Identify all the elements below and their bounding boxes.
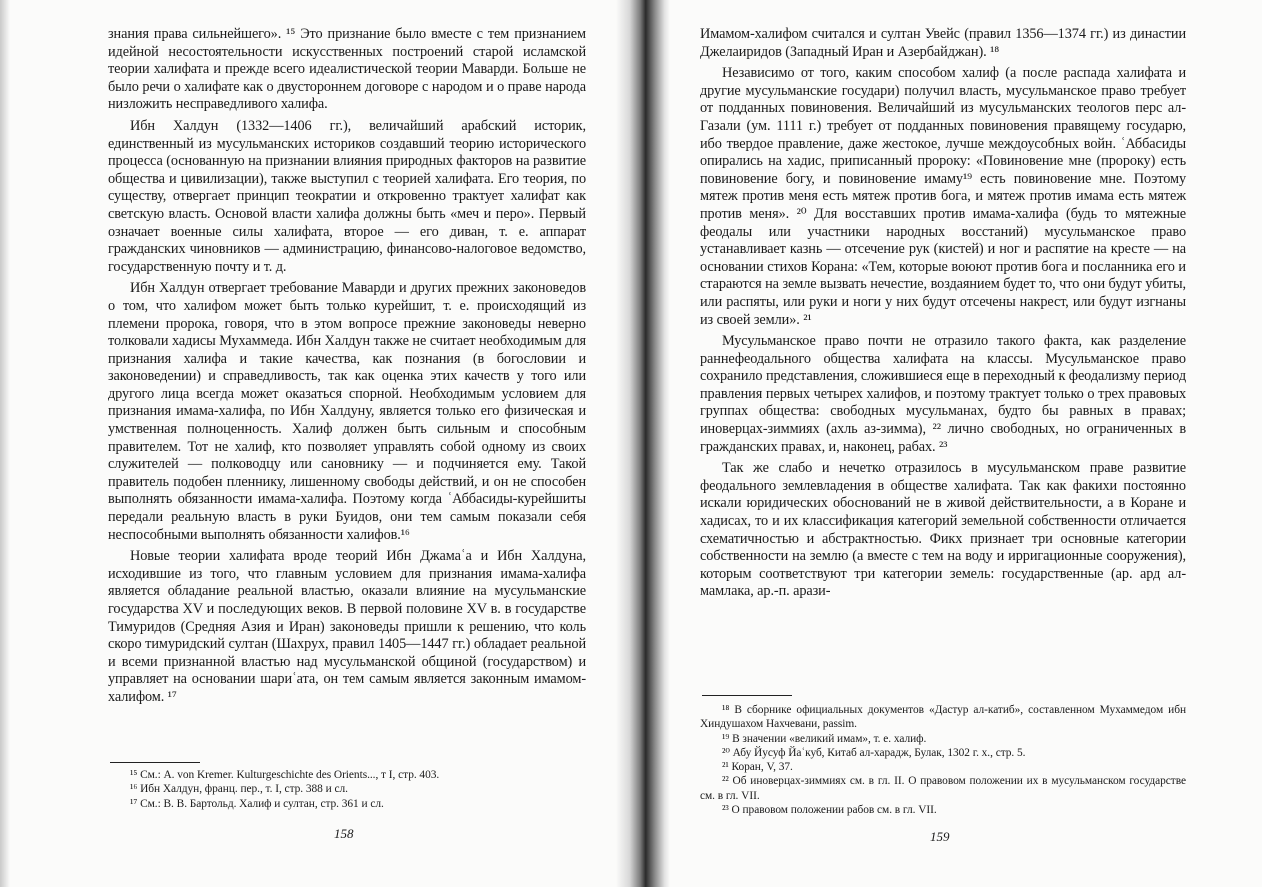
book-gutter: [616, 0, 670, 887]
paragraph: Новые теории халифата вроде теорий Ибн Джамаʿа и Ибн Халдуна, исходившие из того, что главным условием для признания имама-халифа является обладание реальной властью, оказали влияние на мусульманские государства XV и последующих веков. В первой половине XV в. в государстве Тимуридов (Средняя Азия и Иран) законоведы пришли к решению, что коль скоро тимуридский султан (Шахрух, правил 1405—1447 гг.) обладает реальной и всеми признанной властью над мусульманской общиной (государством) и управляет на основании шариʿата, он тем самым является законным имамом-халифом. ¹⁷: [108, 548, 586, 705]
footnote: ²¹ Коран, V, 37.: [722, 761, 793, 774]
right-page-footnotes: [700, 703, 1186, 817]
paragraph: Мусульманское право почти не отразило такого факта, как разделение раннефеодального общества халифата на классы. Мусульманское право сохранило представления, сложившиеся еще в переходный к феодализму период правления первых четырех халифов, и поэтому трактует только о трех правовых группах общества: свободных мусульманах, будто бы равных в правах; иноверцах-зиммиях (ахль аз-зимма), ²² лично свободных, но ограниченных в гражданских правах, и, наконец, рабах. ²³: [700, 333, 1186, 455]
footnote-rule: [702, 695, 792, 696]
footnote: ²² Об иноверцах-зиммиях см. в гл. II. О правовом положении их в мусульманском государстве см. в гл. VII.: [700, 775, 1186, 802]
paragraph: Ибн Халдун отвергает требование Маварди и других прежних законоведов о том, что халифом может быть только курейшит, т. е. происходящий из племени пророка, говоря, что в этом вопросе прежние законоведы неверно толковали хадисы Мухаммеда. Ибн Халдун также не считает необходимым для признания халифа и такие качества, как познания (в богословии и законоведении) и справедливость, так как оценка этих качеств у того или другого лица всегда может оказаться спорной. Необходимым условием для признания имама-халифа, по Ибн Халдуну, является только его физическая и умственная полноценность. Халиф должен быть сильным и способным правителем. Тот не халиф, кто позволяет управлять собой одному из своих служителей — полководцу или сановнику — и подчиняется ему. Такой правитель подобен пленнику, лишенному свободы действий, и он не способен выполнять обязанности имама-халифа. Поэтому когда ʿАббасиды-курейшиты передали реальную власть в руки Буидов, они тем самым показали себя неспособными выполнять обязанности халифов.¹⁶: [108, 280, 586, 543]
page-edge-shadow: [0, 0, 10, 887]
paragraph: знания права сильнейшего». ¹⁵ Это признание было вместе с тем признанием идейной несостоятельности искусственных построений старой исламской теории халифата и прежде всего идеалистической теории Маварди. Больше не было речи о халифате как о двустороннем договоре с народом и о праве народа низложить несправедливого халифа.: [108, 26, 586, 113]
footnote: ²³ О правовом положении рабов см. в гл. VII.: [722, 804, 937, 817]
page-number: 158: [334, 826, 354, 841]
left-page-footnotes: [108, 768, 586, 811]
left-page-body: [108, 26, 586, 711]
footnote: ²⁰ Абу Йусуф Йаʿкуб, Китаб ал-харадж, Булак, 1302 г. х., стр. 5.: [722, 746, 1026, 759]
footnote: ¹⁷ См.: В. В. Бартольд. Халиф и султан, стр. 361 и сл.: [130, 797, 384, 810]
footnote-rule: [110, 762, 200, 763]
footnote: ¹⁸ В сборнике официальных документов «Дастур ал-катиб», составленном Мухаммедом ибн Хиндушахом Нахчевани, passim.: [700, 704, 1186, 731]
footnote: ¹⁶ Ибн Халдун, франц. пер., т. I, стр. 388 и сл.: [130, 783, 348, 796]
paragraph: Имамом-халифом считался и султан Увейс (правил 1356—1374 гг.) из династии Джелаиридов (Западный Иран и Азербайджан). ¹⁸: [700, 26, 1186, 60]
right-page: [700, 0, 1186, 887]
footnote: ¹⁹ В значении «великий имам», т. е. халиф.: [722, 732, 927, 745]
page-number: 159: [930, 829, 950, 844]
paragraph: Независимо от того, каким способом халиф (а после распада халифата и другие мусульманские государи) получил власть, мусульманское право требует от подданных повиновения. Величайший из мусульманских теологов перс ал-Газали (ум. 1111 г.) требует от подданных повиновения правящему государю, ибо твердое правление, даже жестокое, лучше междоусобных войн. ʿАббасиды опирались на хадис, приписанный пророку: «Повиновение мне (пророку) есть повиновение богу, и повиновение имаму¹⁹ есть повиновение мне. Поэтому мятеж против меня есть мятеж против бога, и мятеж против имама есть мятеж против меня». ²⁰ Для восставших против имама-халифа (будь то мятежные феодалы или участники народных восстаний) мусульманское право устанавливает казнь — отсечение рук (кистей) и ног и распятие на кресте — на основании стихов Корана: «Тем, которые воюют против бога и посланника его и стараются на земле вызвать нечестие, воздаянием будет то, что они будут убиты, или распяты, или руки и ноги у них будут отсечены накрест, или будут изгнаны из своей земли». ²¹: [700, 65, 1186, 328]
paragraph: Ибн Халдун (1332—1406 гг.), величайший арабский историк, единственный из мусульманских историков создавший теорию исторического процесса (основанную на признании влияния природных факторов на развитие общества и цивилизации), также выступил с теорией халифата. Его теория, по существу, отвергает принцип теократии и откровенно трактует халифат как светскую власть. Основой власти халифа должны быть «меч и перо». Первый означает военные силы халифата, второе — его диван, т. е. аппарат гражданских чиновников — администрацию, финансово-налоговое ведомство, государственную почту и т. д.: [108, 117, 586, 275]
right-page-body: [700, 26, 1186, 605]
footnote: ¹⁵ См.: A. von Kremer. Kulturgeschichte des Orients..., т I, стр. 403.: [130, 769, 440, 781]
paragraph: Так же слабо и нечетко отразилось в мусульманском праве развитие феодального землевладения в обществе халифата. Так как факихи постоянно искали юридических обоснований не в живой действительности, а в Коране и хадисах, то и их классификация категорий земельной собственности отличается схематичностью и абстрактностью. Фикх признает три основные категории собственности на землю (а вместе с тем на воду и ирригационные сооружения), которым соответствуют три категории земель: государственные (ар. ард ал-мамлака, ар.-п. арази-: [700, 460, 1186, 600]
left-page: [108, 0, 586, 887]
